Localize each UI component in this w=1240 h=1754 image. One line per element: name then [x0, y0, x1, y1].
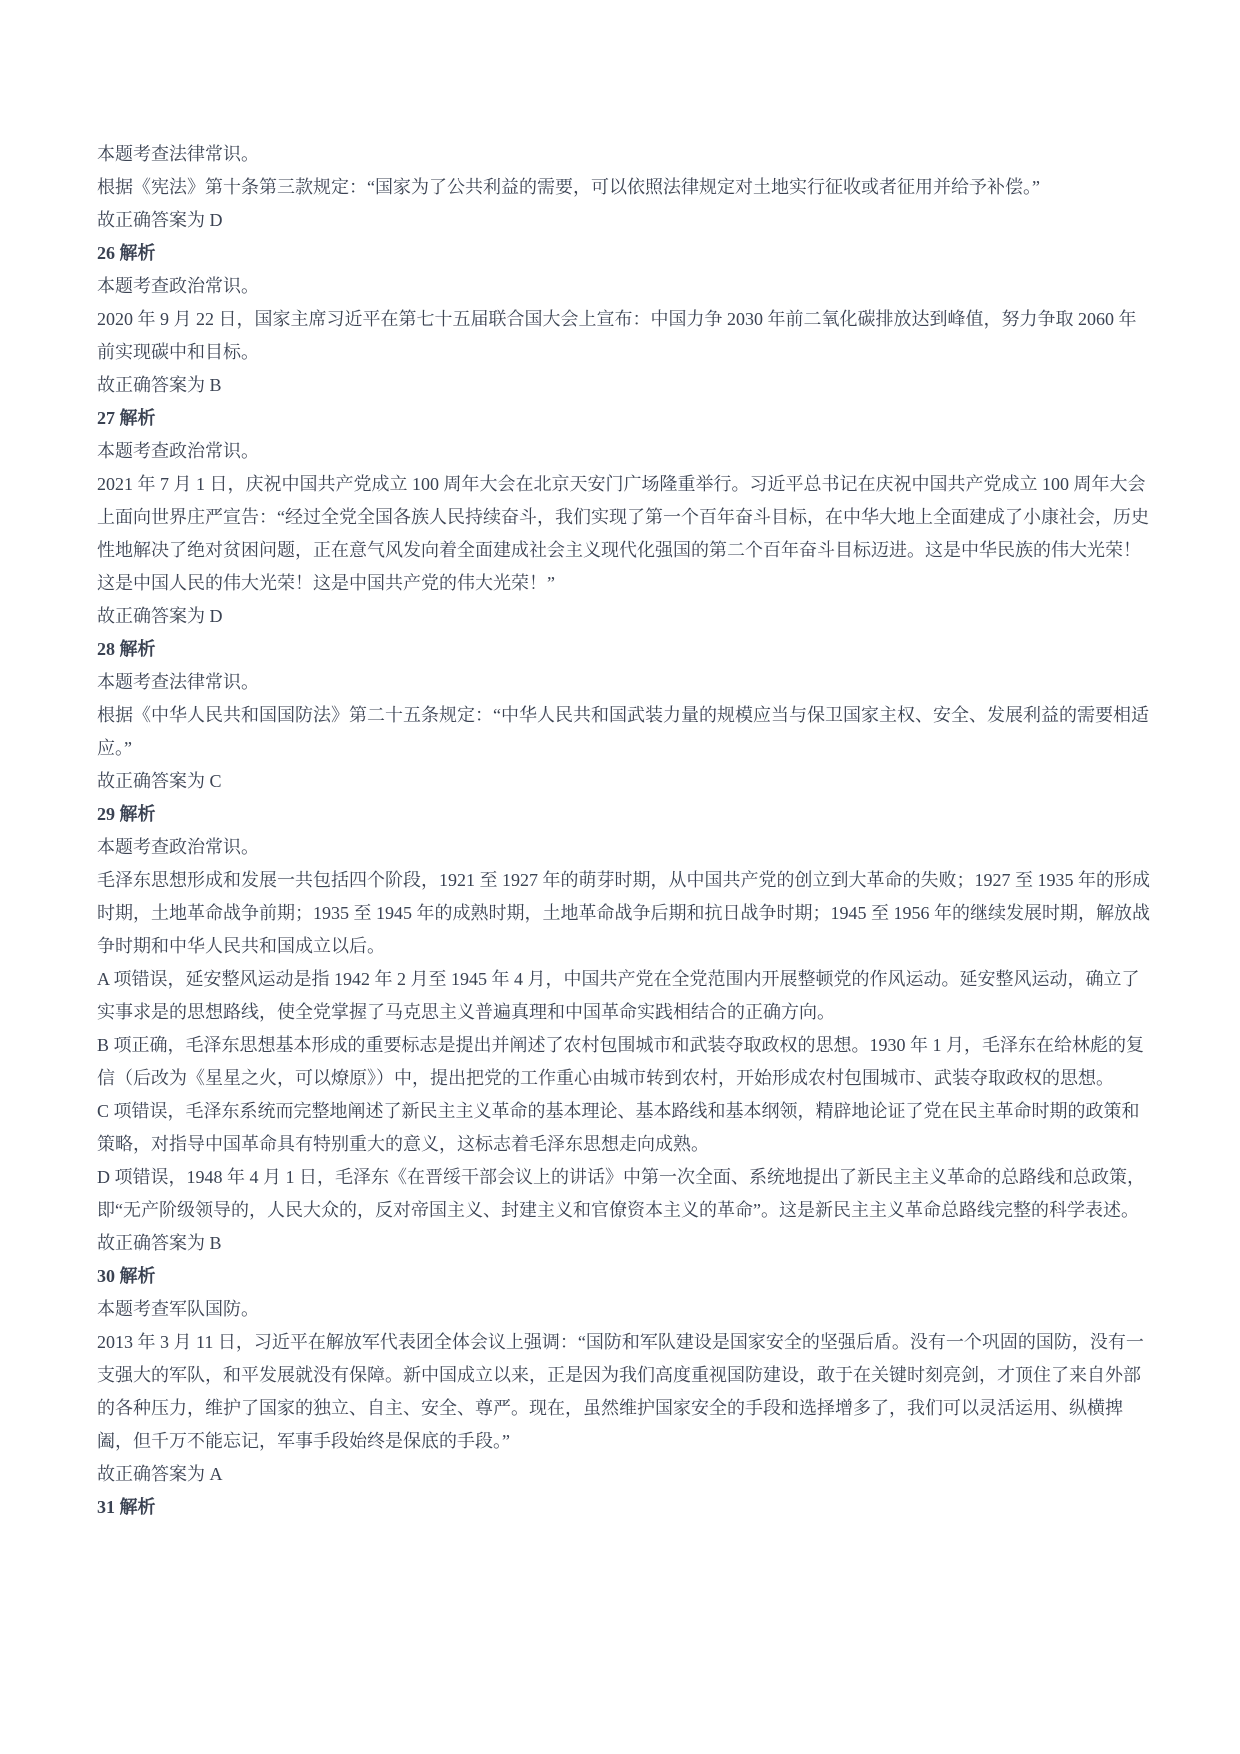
explanation-paragraph: 2021 年 7 月 1 日，庆祝中国共产党成立 100 周年大会在北京天安门广场隆重举行。习近平总书记在庆祝中国共产党成立 100 周年大会上面向世界庄严宣告：“经过全党全国各族人民持续奋斗，我们实现了第一个百年奋斗目标，在中华大地上全面建成了小康社会，历史性地解决了绝对贫困问题，正在意气风发向着全面建成社会主义现代化强国的第二个百年奋斗目标迈进。这是中华民族的伟大光荣！这是中国人民的伟大光荣！这是中国共产党的伟大光荣！”	[97, 474, 1149, 593]
explanation-paragraph: D 项错误，1948 年 4 月 1 日，毛泽东《在晋绥干部会议上的讲话》中第一次全面、系统地提出了新民主主义革命的总路线和总政策，即“无产阶级领导的，人民大众的，反对帝国主义、封建主义和官僚资本主义的革命”。这是新民主主义革命总路线完整的科学表述。	[97, 1167, 1145, 1220]
question-explanation-section	[97, 798, 1152, 1260]
explanation-paragraph: B 项正确，毛泽东思想基本形成的重要标志是提出并阐述了农村包围城市和武装夺取政权的思想。1930 年 1 月，毛泽东在给林彪的复信（后改为《星星之火，可以燎原》）中，提出把党的工作重心由城市转到农村，开始形成农村包围城市、武装夺取政权的思想。	[97, 1035, 1144, 1088]
answer-line: 故正确答案为 A	[97, 1464, 223, 1484]
explanation-paragraph: 根据《宪法》第十条第三款规定：“国家为了公共利益的需要，可以依照法律规定对土地实行征收或者征用并给予补偿。”	[97, 177, 1040, 197]
explanation-paragraph: C 项错误，毛泽东系统而完整地阐述了新民主主义革命的基本理论、基本路线和基本纲领，精辟地论证了党在民主革命时期的政策和策略，对指导中国革命具有特别重大的意义，这标志着毛泽东思想走向成熟。	[97, 1101, 1140, 1154]
question-explanation-section	[97, 1491, 1152, 1524]
explanation-paragraph: 毛泽东思想形成和发展一共包括四个阶段，1921 至 1927 年的萌芽时期，从中国共产党的创立到大革命的失败；1927 至 1935 年的形成时期，土地革命战争前期；1935 至 1945 年的成熟时期，土地革命战争后期和抗日战争时期；1945 至 1956 年的继续发展时期，解放战争时期和中华人民共和国成立以后。	[97, 870, 1150, 956]
question-number-header: 28 解析	[97, 639, 156, 659]
explanation-paragraph: 本题考查政治常识。	[97, 441, 259, 461]
explanation-paragraph: 根据《中华人民共和国国防法》第二十五条规定：“中华人民共和国武装力量的规模应当与保卫国家主权、安全、发展利益的需要相适应。”	[97, 705, 1149, 758]
explanation-paragraph: 本题考查政治常识。	[97, 837, 259, 857]
question-number-header: 31 解析	[97, 1497, 156, 1517]
question-explanation-section	[97, 1260, 1152, 1491]
question-number-header: 29 解析	[97, 804, 156, 824]
explanation-paragraph: A 项错误，延安整风运动是指 1942 年 2 月至 1945 年 4 月，中国共产党在全党范围内开展整顿党的作风运动。延安整风运动，确立了实事求是的思想路线，使全党掌握了马克思主义普遍真理和中国革命实践相结合的正确方向。	[97, 969, 1140, 1022]
question-explanation-section	[97, 402, 1152, 633]
explanation-paragraph: 本题考查军队国防。	[97, 1299, 259, 1319]
question-number-header: 30 解析	[97, 1266, 156, 1286]
answer-explanations	[97, 138, 1152, 1524]
answer-line: 故正确答案为 B	[97, 1233, 222, 1253]
answer-line: 故正确答案为 D	[97, 606, 223, 626]
answer-line: 故正确答案为 B	[97, 375, 222, 395]
answer-line: 故正确答案为 C	[97, 771, 222, 791]
question-number-header: 26 解析	[97, 243, 156, 263]
question-explanation-section	[97, 237, 1152, 402]
question-explanation-section	[97, 138, 1152, 237]
explanation-paragraph: 2020 年 9 月 22 日，国家主席习近平在第七十五届联合国大会上宣布：中国力争 2030 年前二氧化碳排放达到峰值，努力争取 2060 年前实现碳中和目标。	[97, 309, 1137, 362]
explanation-paragraph: 本题考查法律常识。	[97, 144, 259, 164]
answer-line: 故正确答案为 D	[97, 210, 223, 230]
explanation-paragraph: 本题考查政治常识。	[97, 276, 259, 296]
question-number-header: 27 解析	[97, 408, 156, 428]
explanation-paragraph: 本题考查法律常识。	[97, 672, 259, 692]
question-explanation-section	[97, 633, 1152, 798]
explanation-paragraph: 2013 年 3 月 11 日，习近平在解放军代表团全体会议上强调：“国防和军队建设是国家安全的坚强后盾。没有一个巩固的国防，没有一支强大的军队，和平发展就没有保障。新中国成立以来，正是因为我们高度重视国防建设，敢于在关键时刻亮剑，才顶住了来自外部的各种压力，维护了国家的独立、自主、安全、尊严。现在，虽然维护国家安全的手段和选择增多了，我们可以灵活运用、纵横捭阖，但千万不能忘记，军事手段始终是保底的手段。”	[97, 1332, 1144, 1451]
